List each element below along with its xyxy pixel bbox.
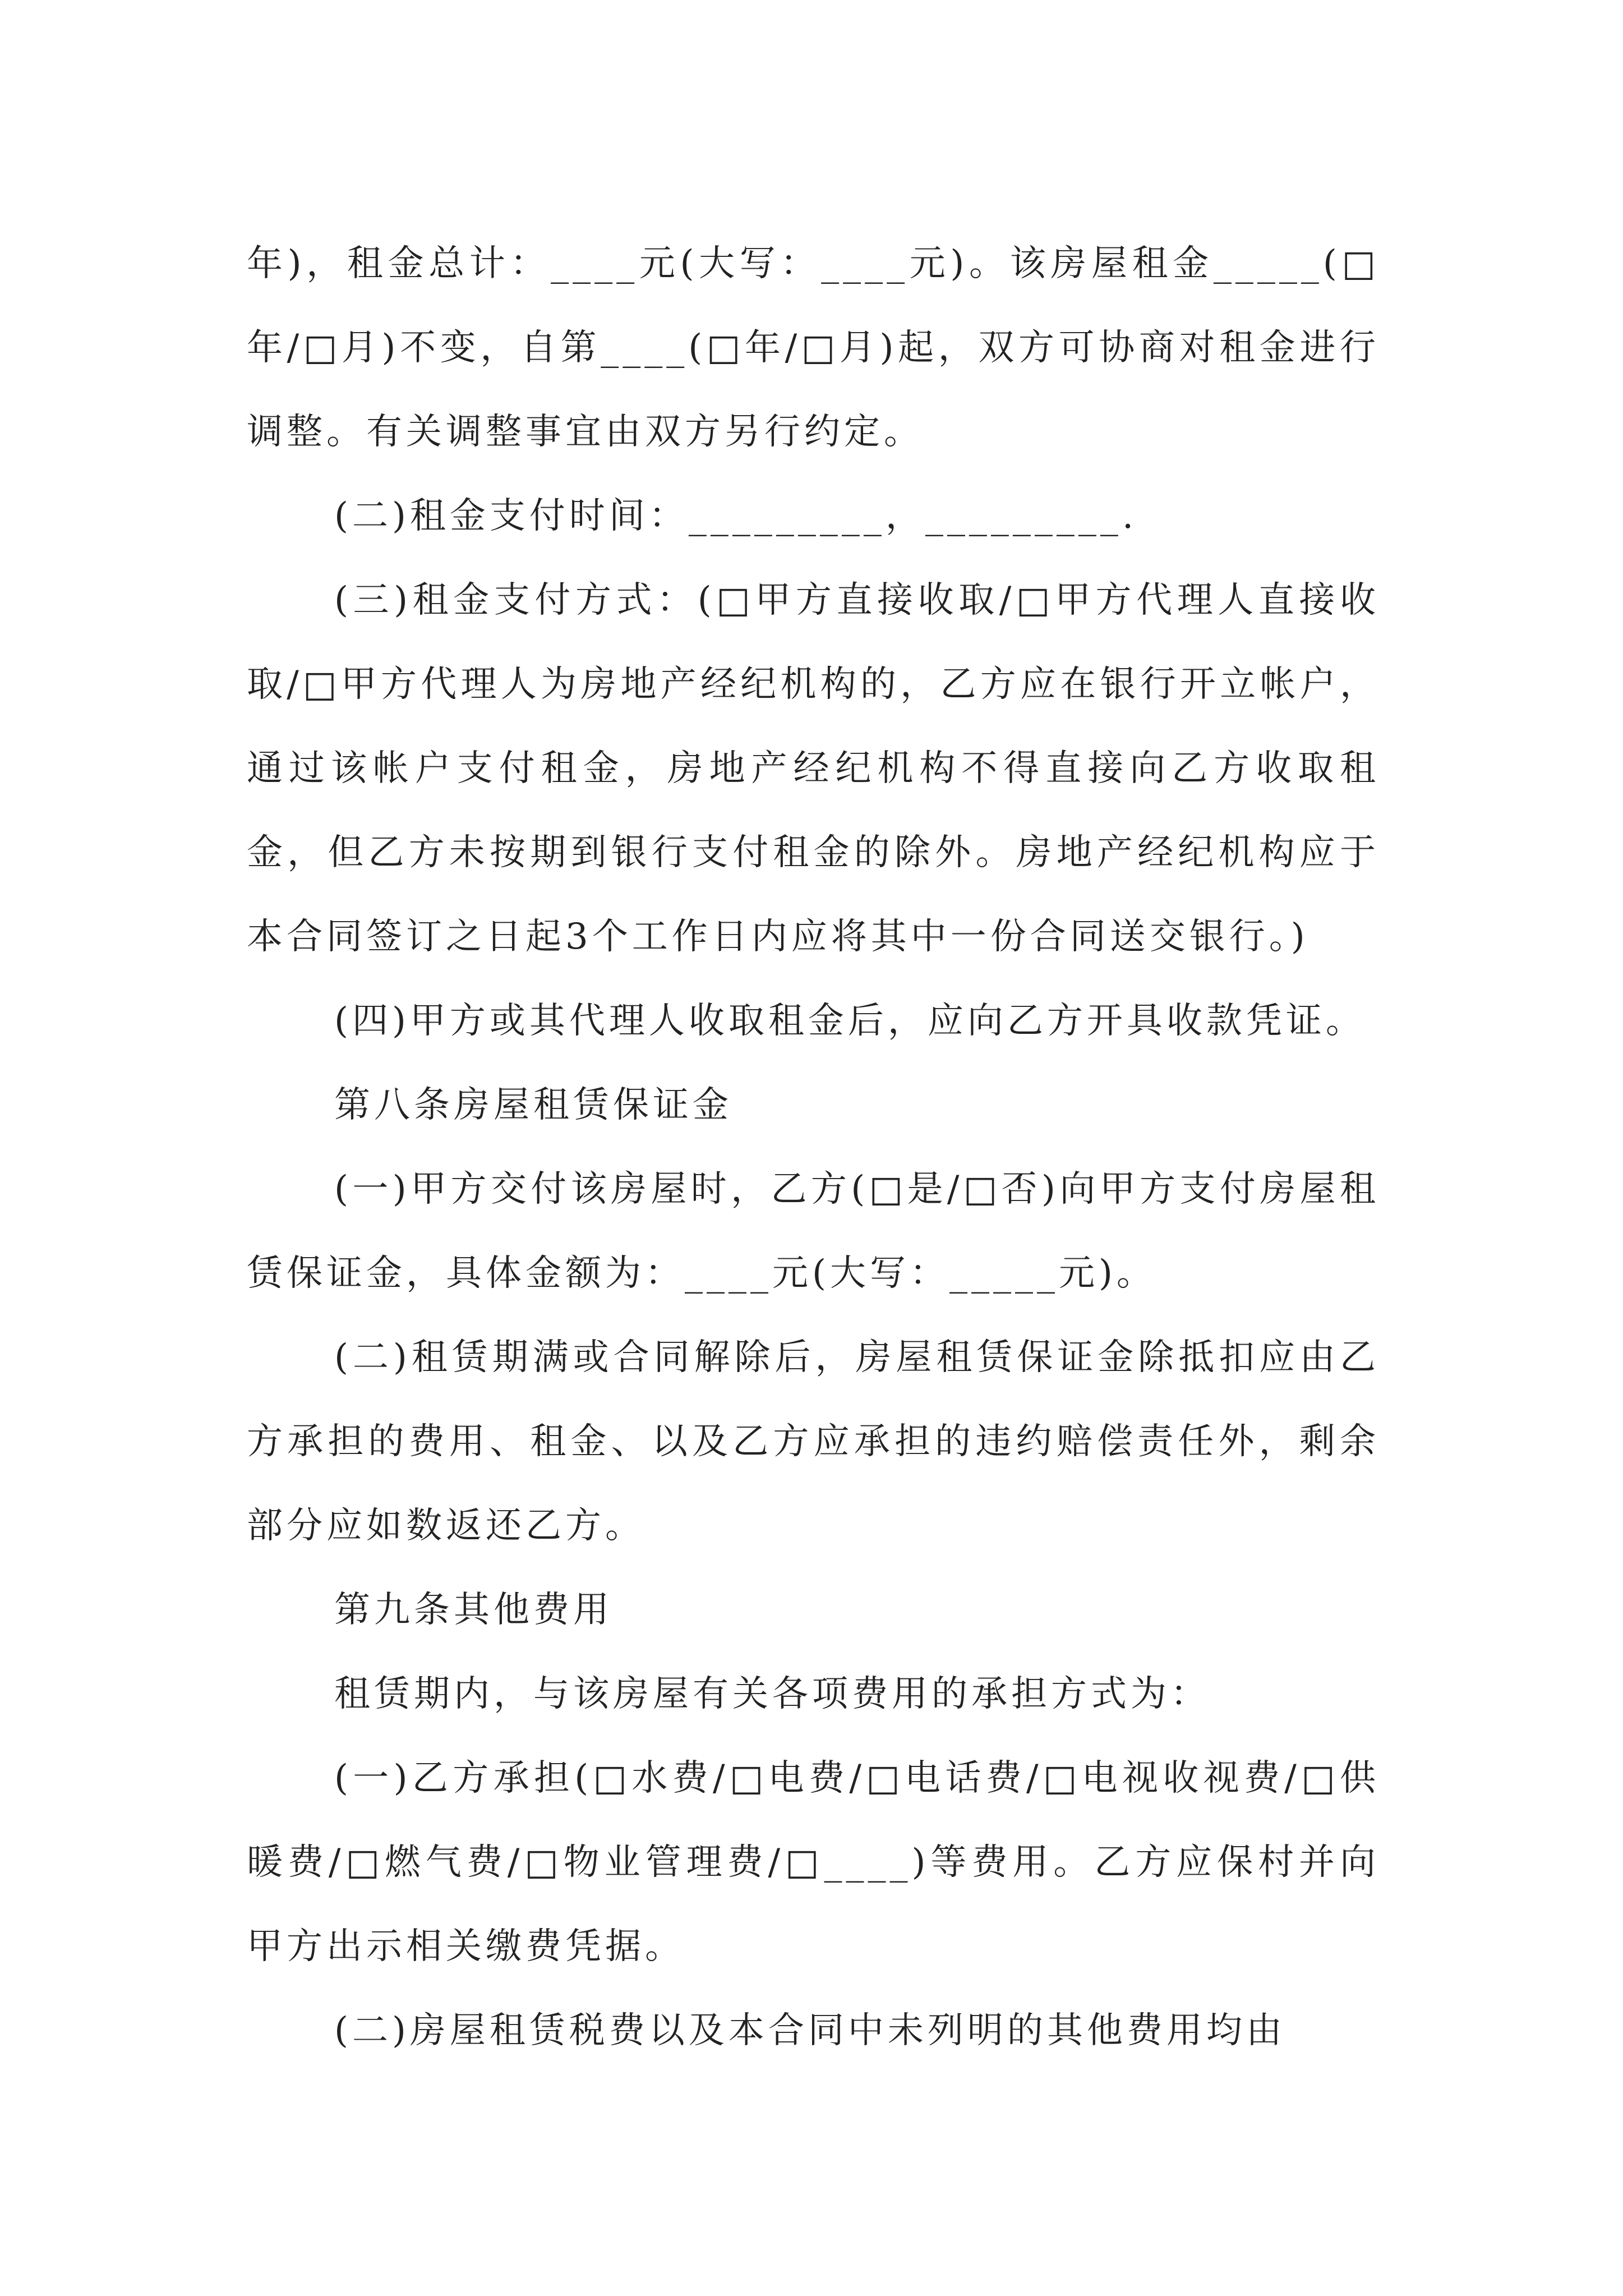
paragraph-rent-payment-method: (三)租金支付方式：(□甲方直接收取/□甲方代理人直接收取/□甲方代理人为房地产经纪机构的，乙方应在银行开立帐户，通过该帐户支付租金，房地产经纪机构不得直接向乙方收取租金，但乙方未按期到银行支付租金的除外。房地产经纪机构应于本合同签订之日起3个工作日内应将其中一份合同送交银行。) (247, 579, 1380, 958)
paragraph-rent-payment-time: (二)租金支付时间：_________，_________. (334, 495, 1138, 537)
article-8-heading: 第八条房屋租赁保证金 (334, 1084, 732, 1126)
document-body (247, 222, 1380, 2073)
article-9-heading: 第九条其他费用 (334, 1589, 613, 1631)
paragraph-tenant-fees: (一)乙方承担(□水费/□电费/□电话费/□电视收视费/□供暖费/□燃气费/□物业管理费/□____)等费用。乙方应保村并向甲方出示相关缴费凭据。 (247, 1757, 1380, 1967)
paragraph-deposit-return: (二)租赁期满或合同解除后，房屋租赁保证金除抵扣应由乙方承担的费用、租金、以及乙方应承担的违约赔偿责任外，剩余部分应如数返还乙方。 (247, 1337, 1380, 1547)
paragraph-rent-total: 年)，租金总计：____元(大写：____元)。该房屋租金_____(□年/□月)不变，自第____(□年/□月)起，双方可协商对租金进行调整。有关调整事宜由双方另行约定。 (247, 243, 1380, 453)
paragraph-tax-fees: (二)房屋租赁税费以及本合同中未列明的其他费用均由 (334, 2010, 1286, 2051)
paragraph-rent-receipt: (四)甲方或其代理人收取租金后，应向乙方开具收款凭证。 (334, 1000, 1366, 1042)
paragraph-fees-intro: 租赁期内，与该房屋有关各项费用的承担方式为： (334, 1673, 1210, 1715)
paragraph-deposit-amount: (一)甲方交付该房屋时，乙方(□是/□否)向甲方支付房屋租赁保证金，具体金额为：____元(大写：_____元)。 (247, 1168, 1380, 1294)
